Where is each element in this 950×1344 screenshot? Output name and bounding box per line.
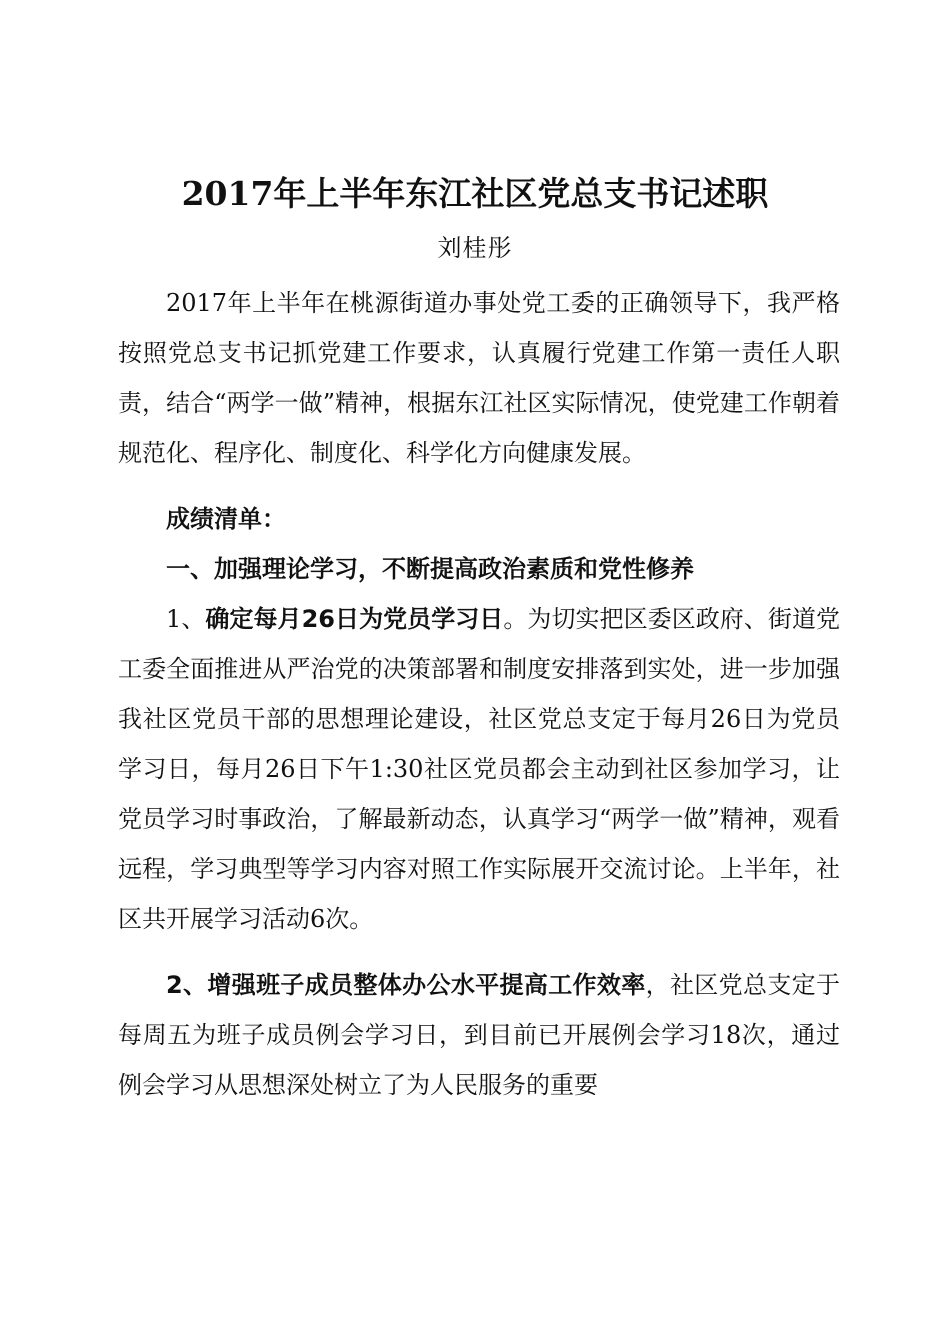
achievements-heading: 成绩清单： <box>166 505 286 533</box>
item-2-paragraph <box>118 960 840 1110</box>
item-2-text: ，社区党总支定于每周五为班子成员例会学习日，到目前已开展例会学习18次，通过例会学习从思想深处树立了为人民服务的重要 <box>118 971 841 1099</box>
item-1-paragraph <box>118 594 840 944</box>
intro-paragraph: 2017年上半年在桃源街道办事处党工委的正确领导下，我严格按照党总支书记抓党建工作要求，认真履行党建工作第一责任人职责，结合“两学一做”精神，根据东江社区实际情况，使党建工作朝着规范化、程序化、制度化、科学化方向健康发展。 <box>118 289 840 467</box>
document-title: 2017年上半年东江社区党总支书记述职 <box>181 174 769 213</box>
item-1-number: 1、 <box>166 605 206 633</box>
document-author: 刘桂彤 <box>437 234 513 262</box>
item-2-heading: 2、增强班子成员整体办公水平提高工作效率 <box>166 971 646 999</box>
section-heading-1: 一、加强理论学习，不断提高政治素质和党性修养 <box>166 555 694 583</box>
document-body <box>118 278 840 1110</box>
item-1-heading: 确定每月26日为党员学习日 <box>205 605 504 633</box>
item-1-text: 。为切实把区委区政府、街道党工委全面推进从严治党的决策部署和制度安排落到实处，进一步加强我社区党员干部的思想理论建设，社区党总支定于每月26日为党员学习日，每月26日下午1:30社区党员都会主动到社区参加学习，让党员学习时事政治，了解最新动态，认真学习“两学一做”精神，观看远程，学习典型等学习内容对照工作实际展开交流讨论。上半年，社区共开展学习活动6次。 <box>118 605 840 933</box>
